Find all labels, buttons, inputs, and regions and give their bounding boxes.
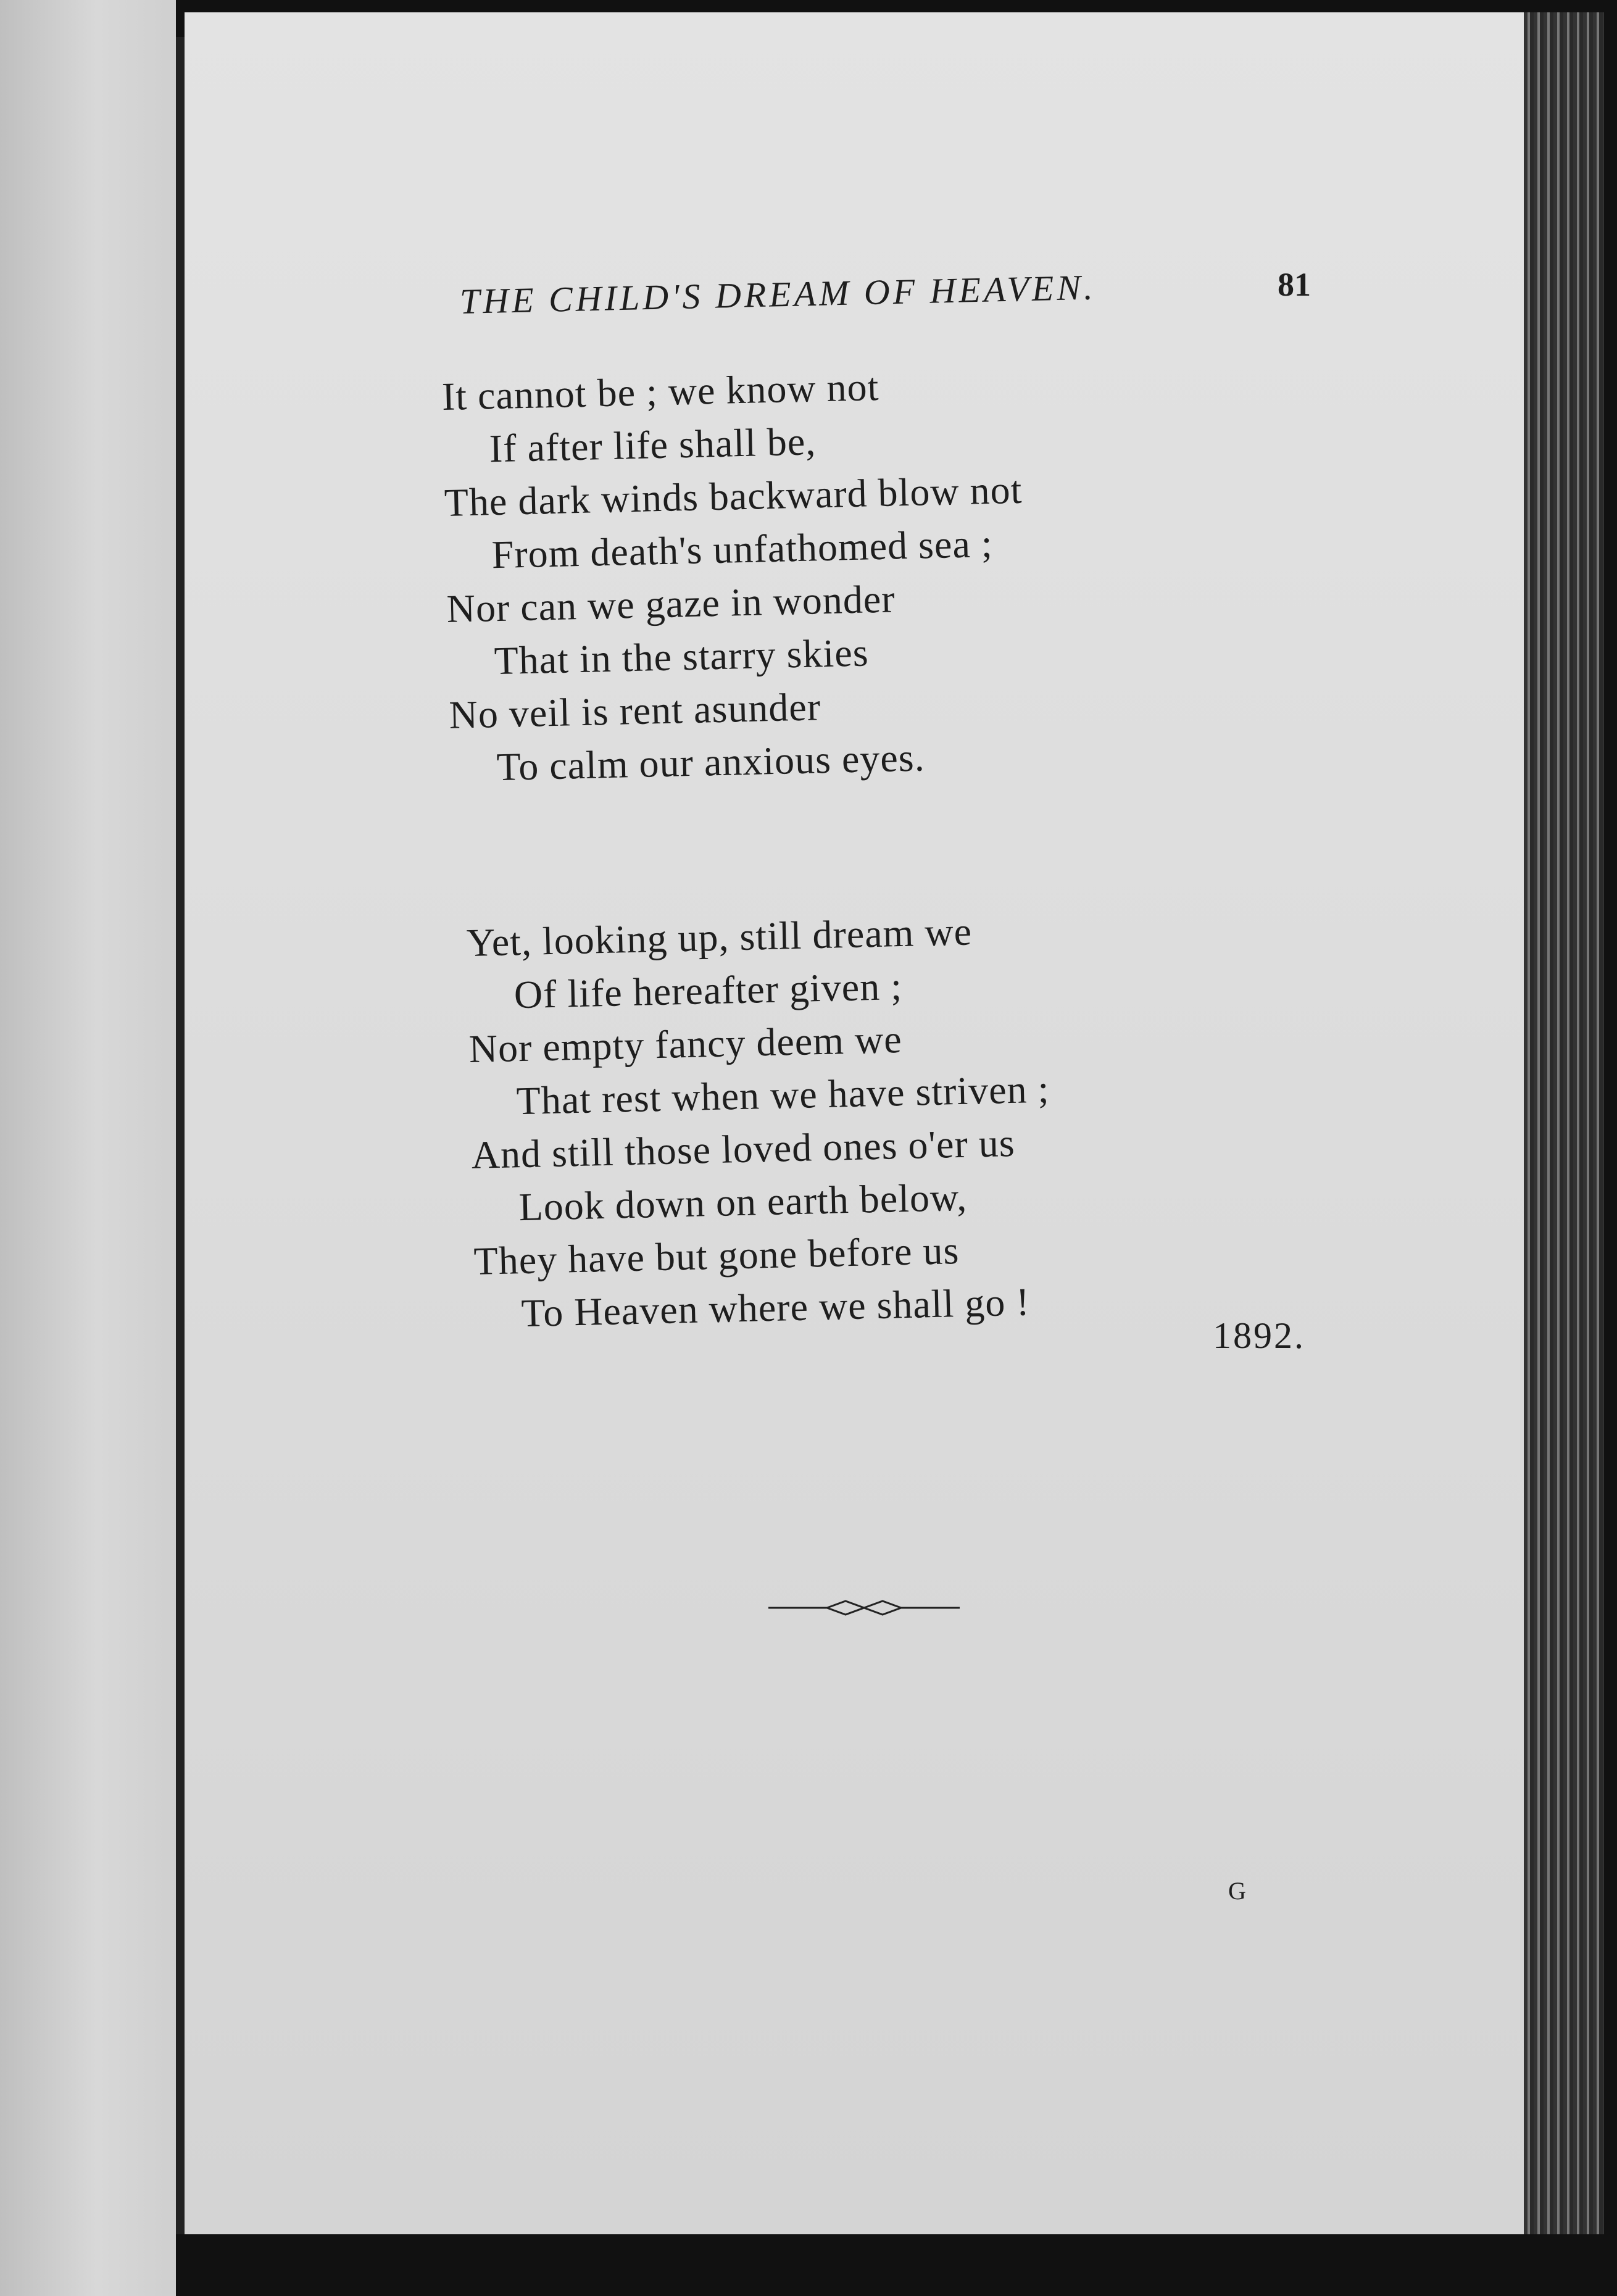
poem-line: The dark winds backward blow not: [444, 467, 1023, 525]
poem-line: Nor can we gaze in wonder: [446, 576, 896, 631]
poem-line: Of life hereafter given ;: [513, 964, 903, 1017]
poem-line: That in the starry skies: [493, 630, 870, 683]
poem-line: They have but gone before us: [473, 1228, 960, 1283]
poem-line: Nor empty fancy deem we: [468, 1017, 903, 1071]
page-stack-edge: [1524, 12, 1604, 2234]
poem-line: Yet, looking up, still dream we: [466, 909, 973, 965]
facing-page-edge: [0, 0, 176, 2296]
poem-stanza-2: [466, 904, 1055, 1341]
poem-line: No veil is rent asunder: [448, 684, 821, 737]
end-ornament-icon: [768, 1592, 960, 1623]
page-number: 81: [1278, 266, 1311, 303]
poem-line: To Heaven where we shall go !: [520, 1279, 1031, 1336]
running-head: THE CHILD'S DREAM OF HEAVEN.: [459, 267, 1097, 322]
poem-line: It cannot be ; we know not: [441, 364, 880, 418]
poem-line: And still those loved ones o'er us: [470, 1120, 1016, 1177]
book-gutter: [176, 37, 185, 2234]
poem-line: Look down on earth below,: [518, 1175, 968, 1229]
poem-stanza-1: [441, 357, 1029, 795]
printer-signature-mark: G: [1228, 1877, 1246, 1905]
poem-date: 1892.: [1213, 1315, 1305, 1356]
poem-line: From death's unfathomed sea ;: [491, 521, 994, 577]
poem-line: If after life shall be,: [489, 419, 817, 471]
poem-line: That rest when we have striven ;: [515, 1067, 1050, 1123]
poem-line: To calm our anxious eyes.: [496, 735, 926, 789]
